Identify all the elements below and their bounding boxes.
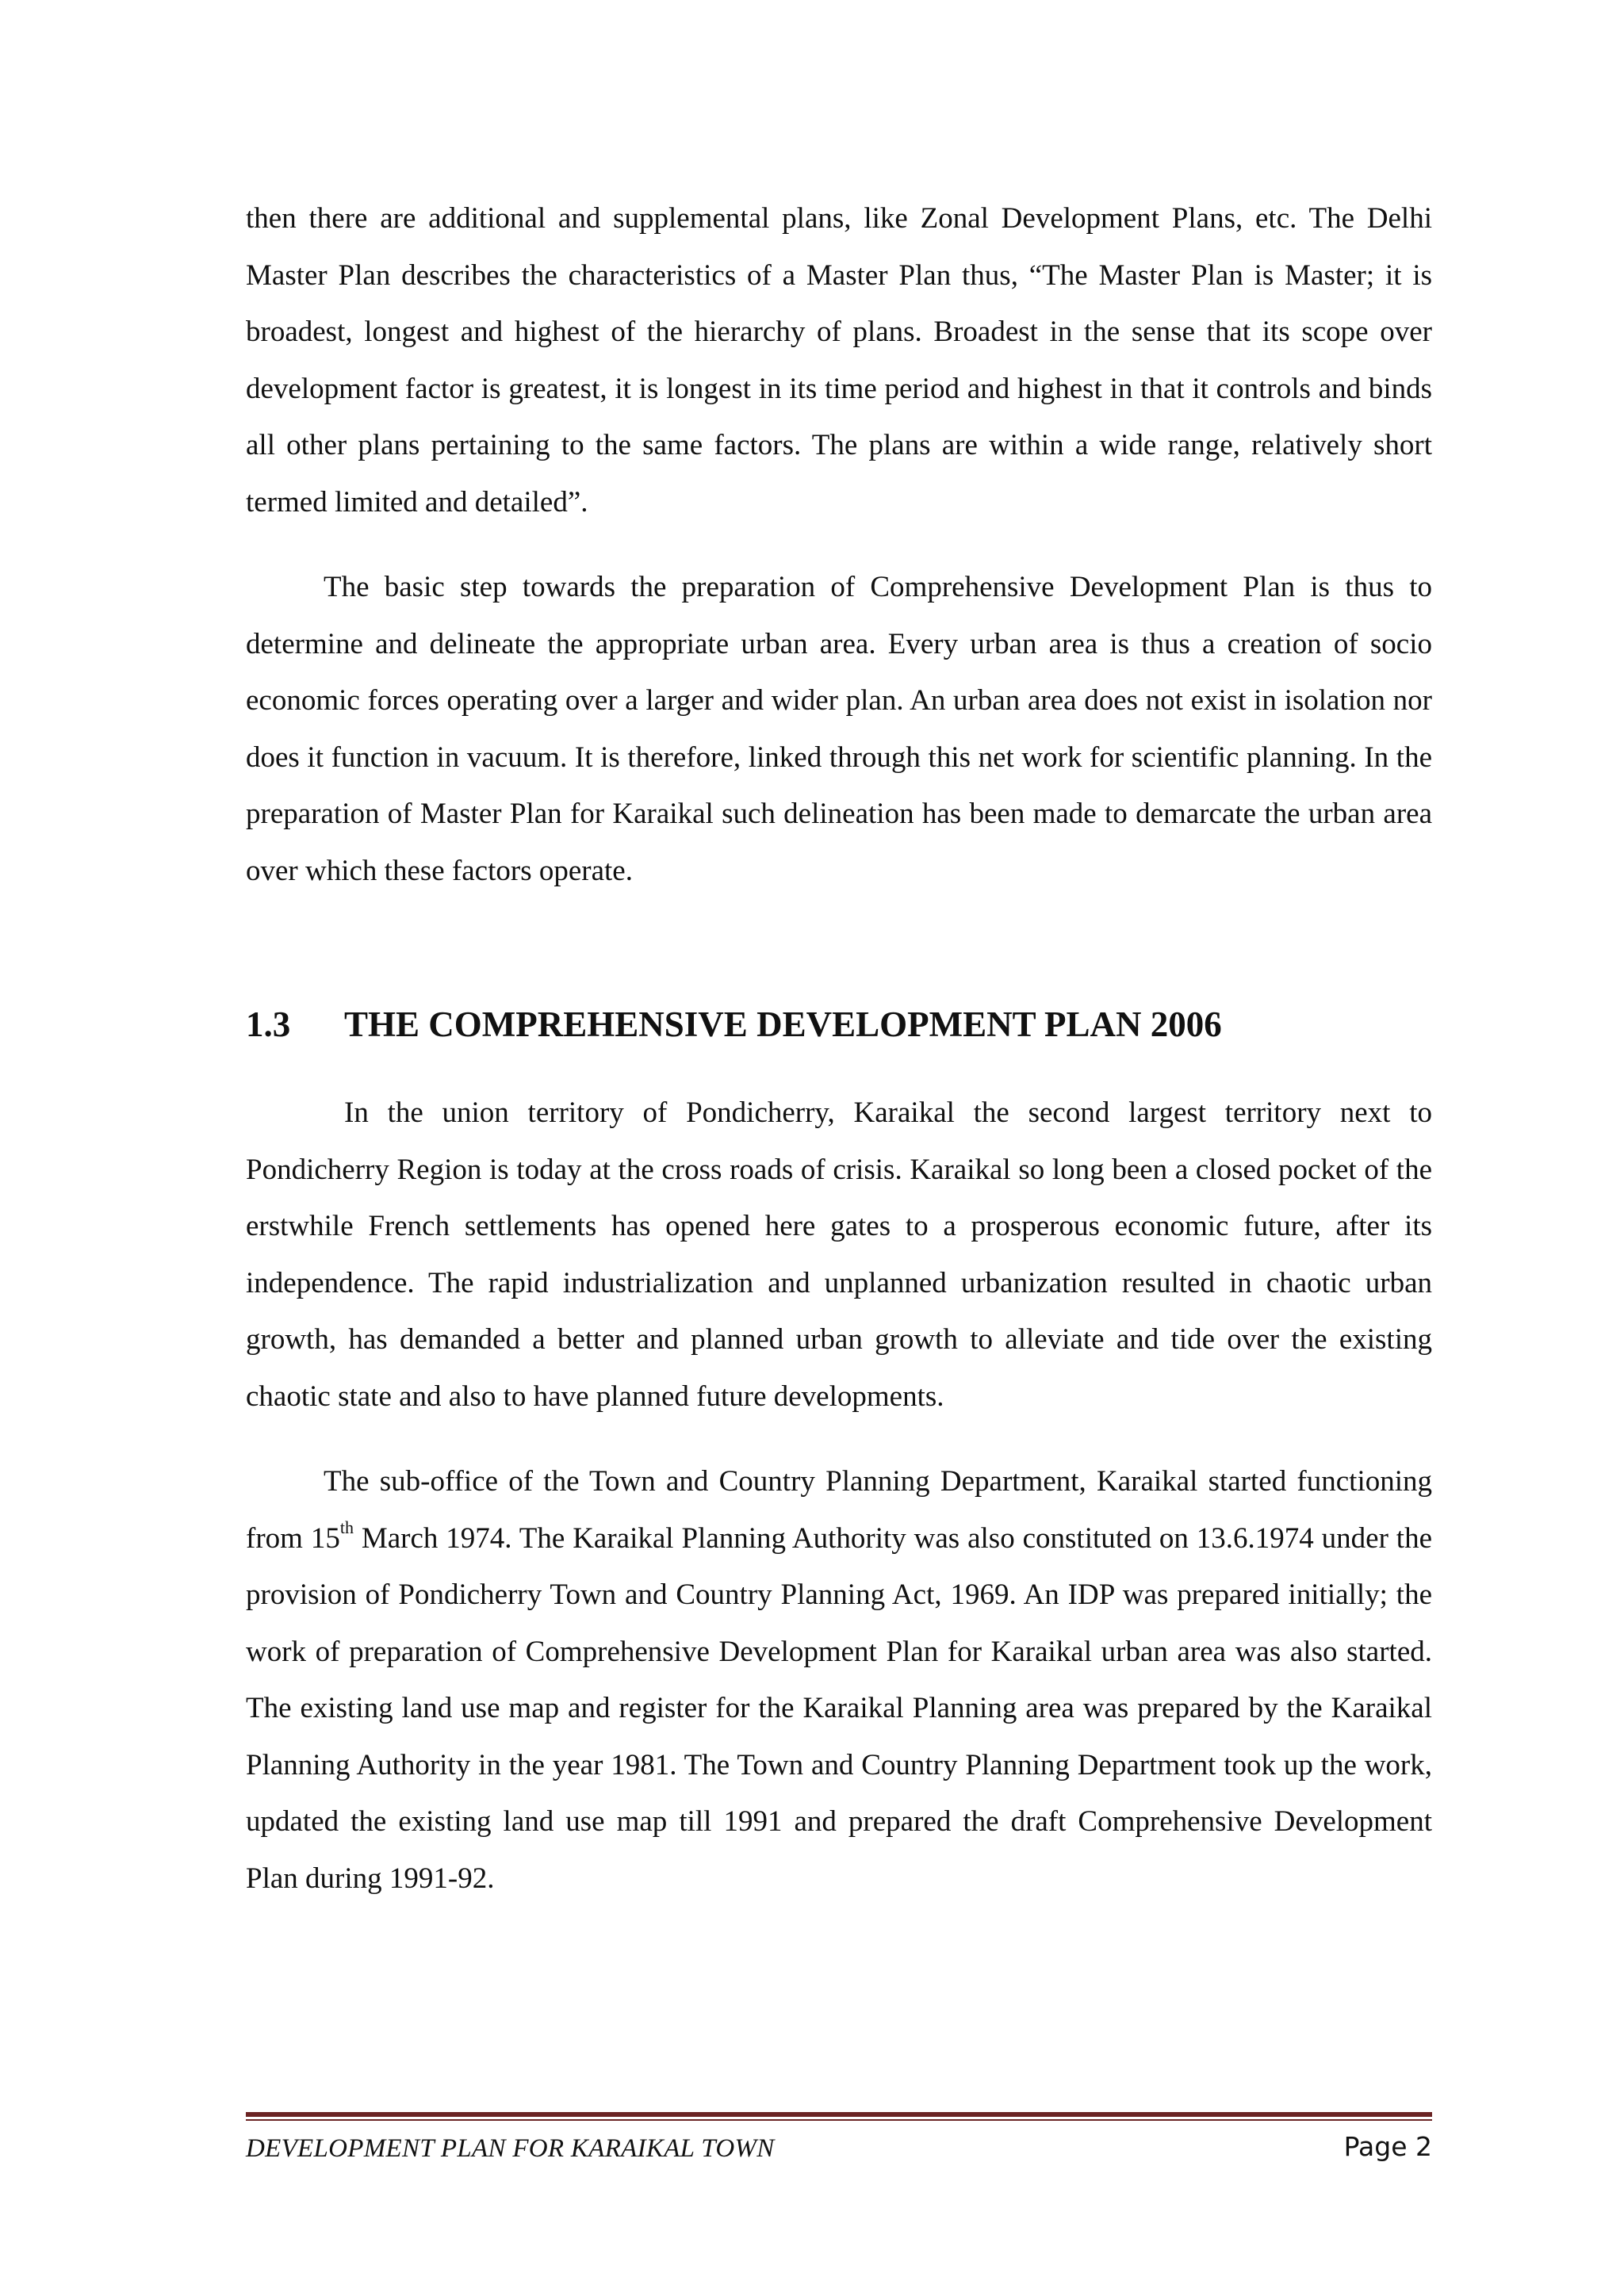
ordinal-superscript: th xyxy=(339,1517,354,1538)
section-title: THE COMPREHENSIVE DEVELOPMENT PLAN 2006 xyxy=(344,1004,1222,1044)
footer-page-number: Page 2 xyxy=(1343,2131,1432,2162)
footer-rule-thick xyxy=(246,2112,1432,2117)
footer-document-title: DEVELOPMENT PLAN FOR KARAIKAL TOWN xyxy=(246,2134,775,2163)
section-number: 1.3 xyxy=(246,1004,291,1044)
footer-rule xyxy=(246,2112,1432,2123)
section-paragraph-2-start: The sub-office of the Town and Country Planning Department, Karaikal started functioning from 15 xyxy=(246,1465,1432,1555)
body-paragraph-1: then there are additional and supplemental plans, like Zonal Development Plans, etc. The Delhi Master Plan describes the characteristics of a Master Plan thus, “The Master Plan is Master; it is broadest, longest and highest of the hierarchy of plans. Broadest in the sense that its scope over development factor is greatest, it is longest in its time period and highest in that it controls and binds all other plans pertaining to the same factors. The plans are within a wide range, relatively short termed limited and detailed”. xyxy=(246,202,1432,519)
section-body xyxy=(246,1085,1432,1907)
section-paragraph-2-rest: March 1974. The Karaikal Planning Authority was also constituted on 13.6.1974 under the provision of Pondicherry Town and Country Planning Act, 1969. An IDP was prepared initially; the work of preparation of Comprehensive Development Plan for Karaikal urban area was also started. The existing land use map and register for the Karaikal Planning area was prepared by the Karaikal Planning Authority in the year 1981. The Town and Country Planning Department took up the work, updated the existing land use map till 1991 and prepared the draft Comprehensive Development Plan during 1991-92. xyxy=(246,1521,1432,1895)
section-paragraph-2 xyxy=(246,1453,1432,1907)
body-paragraph-2: The basic step towards the preparation of Comprehensive Development Plan is thus to determine and delineate the appropriate urban area. Every urban area is thus a creation of socio economic forces operating over a larger and wider plan. An urban area does not exist in isolation nor does it function in vacuum. It is therefore, linked through this net work for scientific planning. In the preparation of Master Plan for Karaikal such delineation has been made to demarcate the urban area over which these factors operate. xyxy=(246,571,1432,887)
section-paragraph-1: In the union territory of Pondicherry, Karaikal the second largest territory next to Pondicherry Region is today at the cross roads of crisis. Karaikal so long been a closed pocket of the erstwhile French settlements has opened here gates to a prosperous economic future, after its independence. The rapid industrialization and unplanned urbanization resulted in chaotic urban growth, has demanded a better and planned urban growth to alleviate and tide over the existing chaotic state and also to have planned future developments. xyxy=(246,1096,1432,1413)
page-body xyxy=(246,190,1432,1895)
section-heading xyxy=(246,1001,1222,1048)
footer-rule-thin xyxy=(246,2119,1432,2121)
